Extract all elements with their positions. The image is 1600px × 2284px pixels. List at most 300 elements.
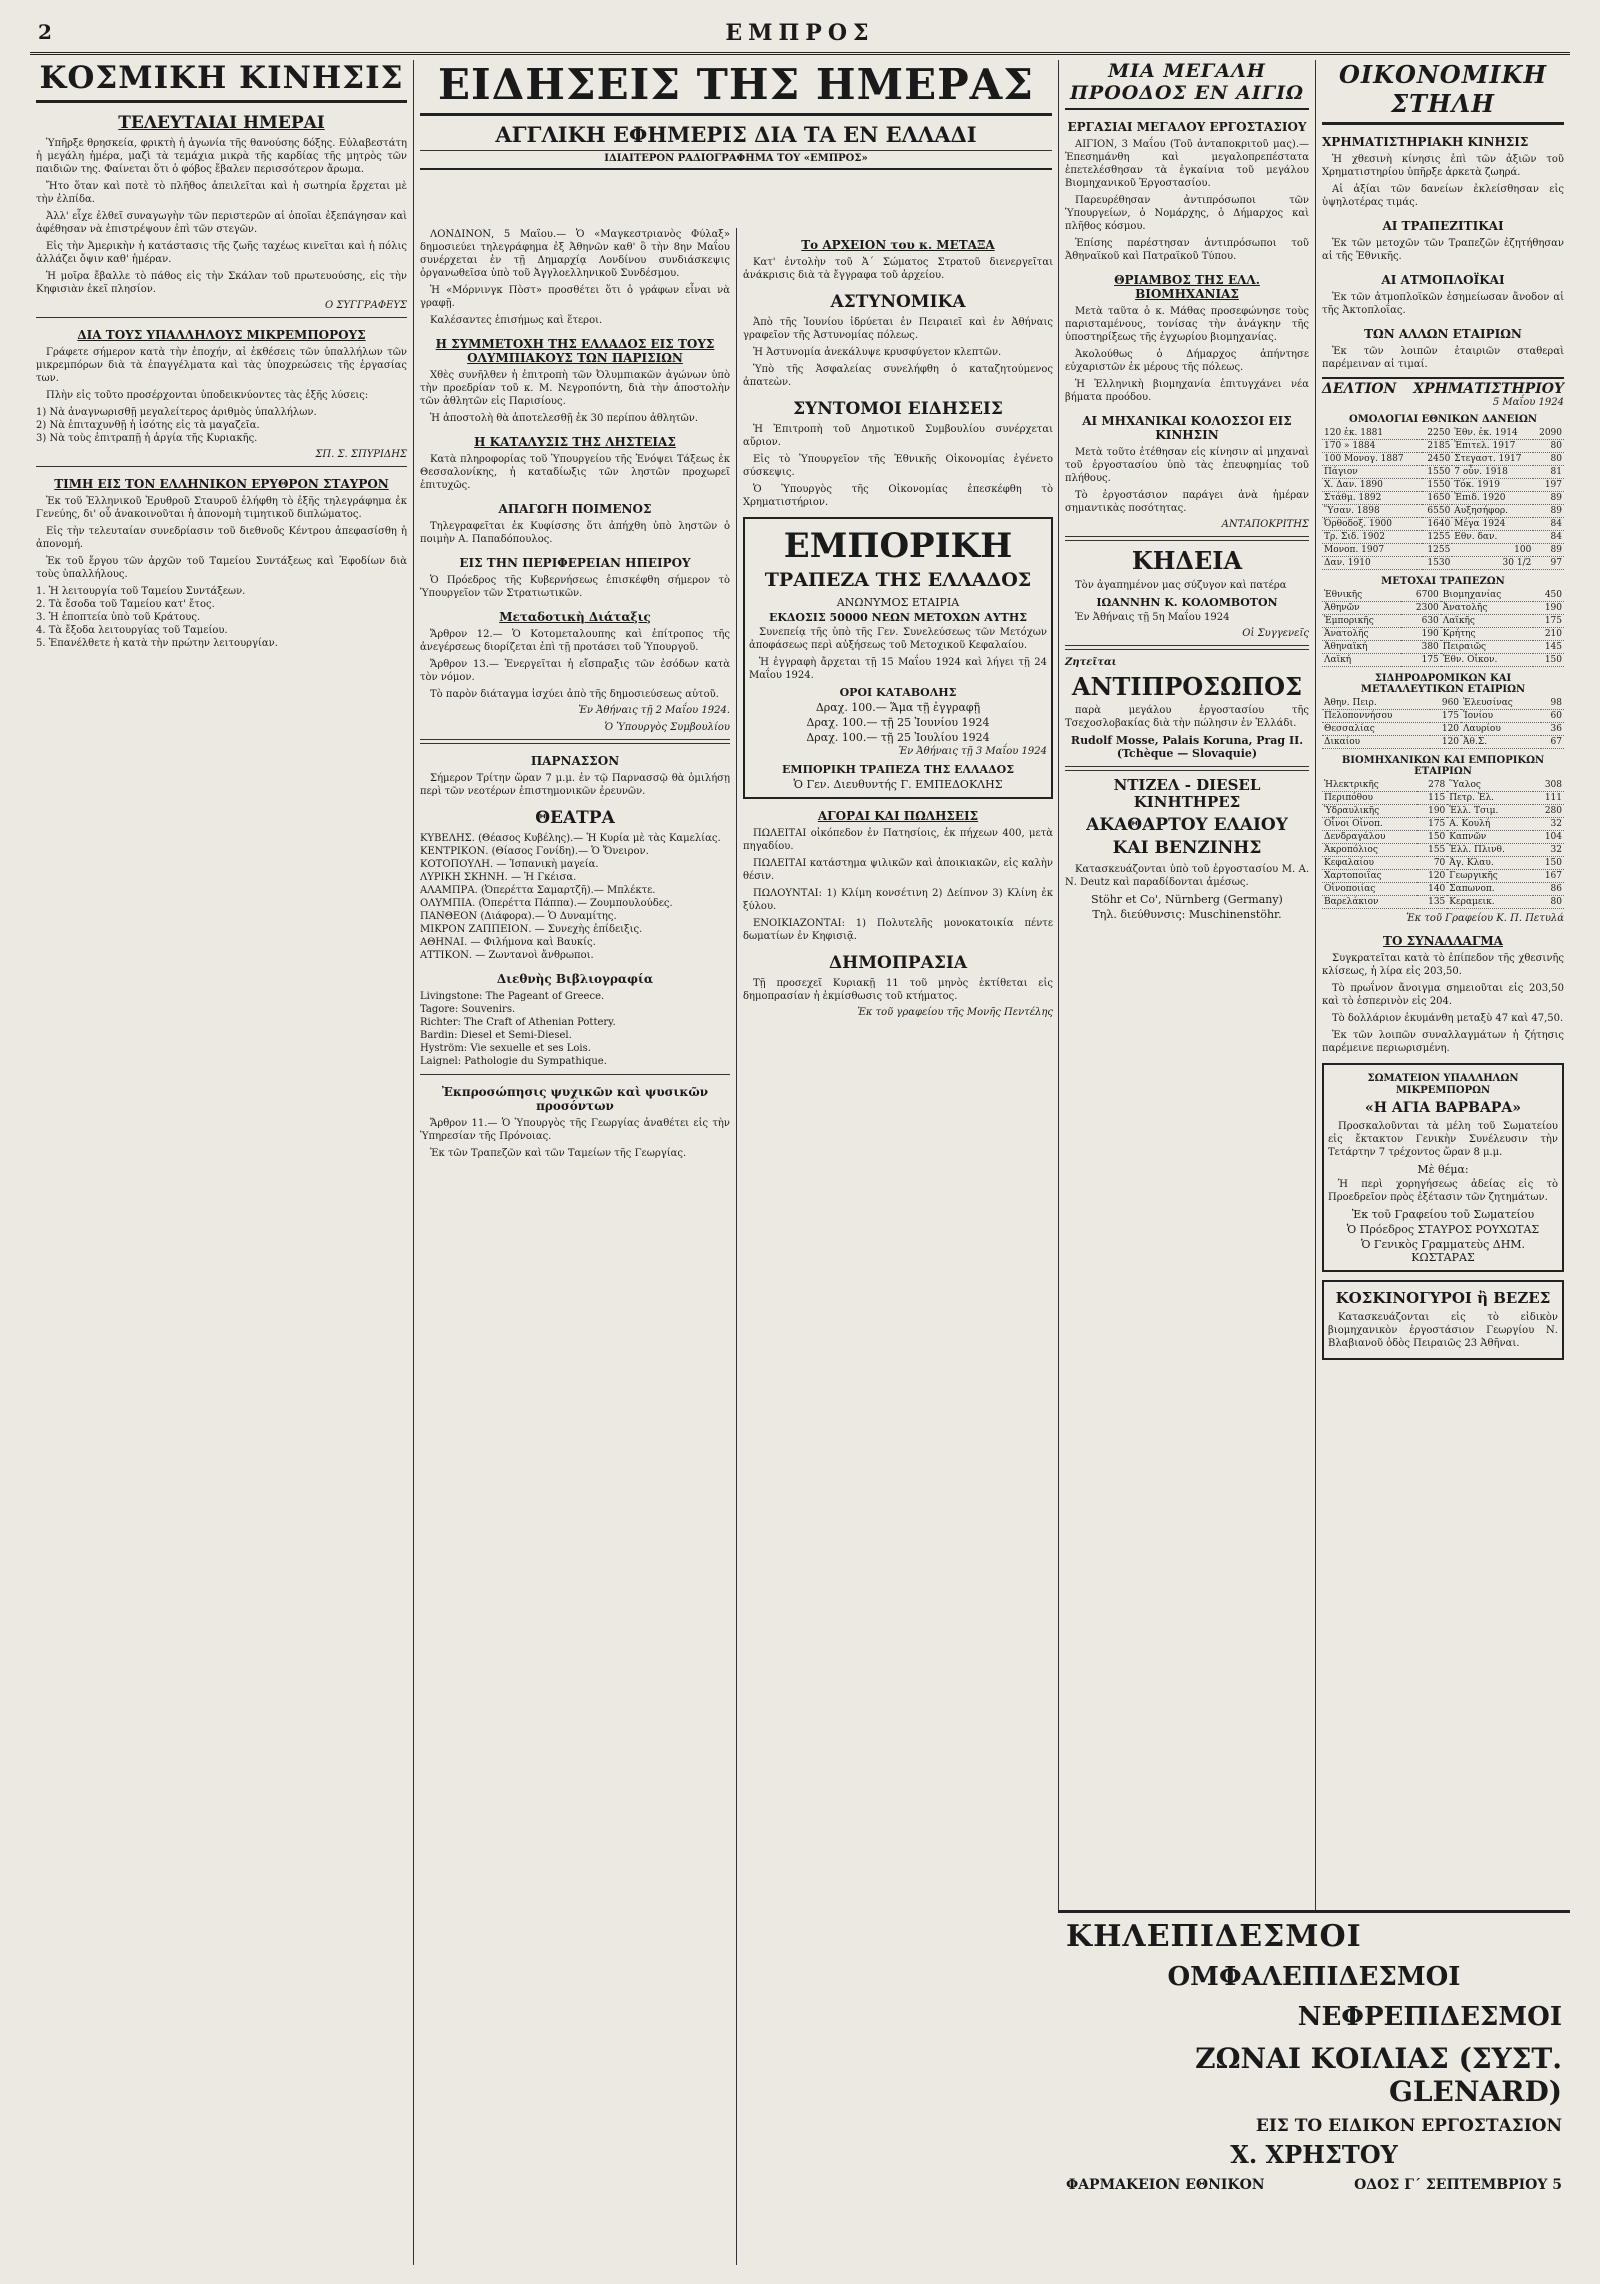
table-cell: 2185 [1422,440,1453,453]
divider [1065,645,1309,650]
table-cell: 190 [1401,628,1441,641]
column-society [30,60,413,2265]
table-cell: 175 [1417,818,1448,831]
table-cell: Α. Κουλή [1447,818,1533,831]
table-row [1322,505,1564,518]
paragraph: Ἡ περὶ χορηγήσεως ἀδείας εἰς τὸ Προεδρεῖον πρὸς ἐξέτασιν τῶν ζητημάτων. [1328,1179,1558,1204]
table-cell: Οἶνοι Οἰνοπ. [1322,818,1417,831]
signature: Ο ΣΥΓΓΡΑΦΕΥΣ [324,300,407,311]
paragraph: Τὸ παρὸν διάταγμα ἰσχύει ἀπὸ τῆς δημοσιεύσεως αὐτοῦ. [430,689,719,700]
signature: ΣΠ. Σ. ΣΠΥΡΙΔΗΣ [315,449,407,460]
paragraph: Ὑπὸ τῆς Ἀσφαλείας συνελήφθη ὁ καταζητούμενος ἀπατεὼν. [743,364,1053,388]
ad-line: ΖΩΝΑΙ ΚΟΙΛΙΑΣ (ΣΥΣΤ. GLENARD) [1195,2042,1562,2108]
paragraph: Κατασκευάζονται εἰς τὸ εἰδικὸν βιομηχανικὸν ἐργοστάσιον Γεωργίου Ν. Βλαβιανοῦ ὁδὸς Πειραιῶς 23 Ἀθῆναι. [1328,1312,1558,1350]
table-cell: Πάγιον [1322,466,1417,479]
table-row [1322,492,1564,505]
table-cell: 167 [1533,870,1564,883]
ad-label: Ζητεῖται [1065,656,1117,668]
table-cell: 97 [1533,557,1564,570]
table-row [1322,479,1564,492]
table-cell: 175 [1533,615,1564,628]
table-cell: Λαυρίου [1461,723,1541,736]
table-cell: Ἀνατολῆς [1322,628,1401,641]
ad-line: Ὁ Πρόεδρος ΣΤΑΥΡΟΣ ΡΟΥΧΩΤΑΣ [1346,1223,1540,1237]
paragraph: Τῇ προσεχεῖ Κυριακῇ 11 τοῦ μηνὸς ἐκτίθεται εἰς δημοπρασίαν ἡ ἐκμίσθωσις τοῦ κτήματος. [743,977,1053,1002]
table-cell: 1550 [1422,466,1453,479]
table-row [1322,531,1564,544]
ad-title: ΤΡΑΠΕΖΑ ΤΗΣ ΕΛΛΑΔΟΣ [764,569,1032,592]
table-row [1322,818,1564,831]
ad-title: ΣΩΜΑΤΕΙΟΝ ΥΠΑΛΛΗΛΩΝ ΜΙΚΡΕΜΠΟΡΩΝ [1367,1073,1519,1096]
signature: Ἐκ τοῦ Γραφείου Κ. Π. Πετυλά [1406,913,1564,924]
ad-address: Stöhr et Co', Nürnberg (Germany) [1091,892,1283,906]
article-subtitle: ΕΡΓΑΣΙΑΙ ΜΕΓΑΛΟΥ ΕΡΓΟΣΤΑΣΙΟΥ [1067,120,1307,134]
ad-line: Χ. ΧΡΗΣΤΟΥ [1230,2140,1398,2169]
article-title: Η ΚΑΤΑΛΥΣΙΣ ΤΗΣ ΛΗΣΤΕΙΑΣ [474,435,676,449]
table-cell: 30 1/2 [1452,557,1533,570]
signature: ΑΝΤΑΠΟΚΡΙΤΗΣ [1221,519,1309,530]
article-subtitle: ΑΠΑΓΩΓΗ ΠΟΙΜΕΝΟΣ [498,502,652,516]
article-subtitle: Ἐκπροσώπησις ψυχικῶν καὶ ψυσικῶν προσόντων [441,1085,709,1113]
ad-line: ΟΜΦΑΛΕΠΙΔΕΣΜΟΙ [1167,1962,1461,1992]
table-cell: Ὀρθοδοξ. 1900 [1322,518,1417,531]
paragraph: Τηλεγραφεῖται ἐκ Κυφίσσης ὅτι ἀπήχθη ὑπὸ ληστῶν ὁ ποιμὴν Α. Παπαδόπουλος. [420,521,730,545]
table-cell: 32 [1533,844,1564,857]
table-cell: 115 [1417,792,1448,805]
ad-title: ΕΜΠΟΡΙΚΗ [783,526,1013,566]
paragraph: ΛΟΝΔΙΝΟΝ, 5 Μαΐου.— Ὁ «Μαγκεστριανὸς Φύλαξ» δημοσιεύει τηλεγράφημα ἐξ Ἀθηνῶν καθ' ὃ τὴν 8ην Μαΐου συνέρχεται ἐν τῇ Δημαρχίᾳ Λονδίνου συνδιάσκεψις ὀργανωθεῖσα ὑπὸ τοῦ Ἀγγλοελληνικοῦ Συνδέσμου. [420,229,730,279]
table-cell: Ἐπιτελ. 1917 [1452,440,1533,453]
table-cell: 36 [1541,723,1564,736]
bulletin-title: ΧΡΗΜΑΤΙΣΤΗΡΙΟΥ [1413,381,1564,397]
table-cell: 1530 [1422,557,1453,570]
paragraph: Τὸ πρωΐνον ἄνοιγμα σημειοῦται εἰς 203,50 καὶ τὸ ἑσπερινὸν εἰς 204. [1322,983,1564,1007]
bulletin-header [1322,377,1564,397]
table-row [1322,602,1564,615]
list-item: ΚΥΒΕΛΗΣ. (Θέασος Κυβέλης).— Ἡ Κυρία μὲ τὰς Καμελίας. [420,833,721,844]
paragraph: Ἐκ τοῦ ἔργου τῶν ἀρχῶν τοῦ Ταμείου Συντάξεως καὶ Ἐφοδίων διὰ τοὺς ὑπαλλήλους. [36,556,407,580]
bank-shares-table [1322,589,1564,667]
table-cell: 280 [1533,805,1564,818]
article-title: ΤΕΛΕΥΤΑΙΑΙ ΗΜΕΡΑΙ [118,113,325,133]
table-cell: Ἀθ.Σ. [1461,736,1541,749]
paragraph: Ἐκ τῶν ἀτμοπλοϊκῶν ἐσημείωσαν ἄνοδον αἱ τῆς Ἀκτοπλοΐας. [1322,292,1564,316]
table-row [1322,589,1564,602]
paragraph: Εἰς τὸ Ὑπουργεῖον τῆς Ἐθνικῆς Οἰκονομίας ἐγένετο σύσκεψις. [743,454,1053,478]
table-row [1322,883,1564,896]
table-cell: Ἐθνικῆς [1322,589,1401,602]
paragraph: Μετὰ τοῦτο ἐτέθησαν εἰς κίνησιν αἱ μηχαναὶ τοῦ ἐργοστασίου ὑπὸ τὰς ἐπευφημίας τοῦ πλήθους. [1065,447,1309,484]
table-cell: 120 [1430,736,1462,749]
article-title: ΑΣΤΥΝΟΜΙΚΑ [830,292,966,312]
paragraph: Χθὲς συνῆλθεν ἡ ἐπιτροπὴ τῶν Ὀλυμπιακῶν ἀγώνων ὑπὸ τὴν προεδρίαν τοῦ κ. Μ. Νεγροπόντη, διὰ τὴν ἀποστολὴν τῶν ἀθλητῶν εἰς Παρισίους. [420,370,730,407]
paragraph: Κατασκευάζονται ὑπὸ τοῦ ἐργοστασίου Μ. Α. Ν. Deutz καὶ παραδίδονται ἀμέσως. [1065,863,1309,888]
paragraph: Ἀπὸ τῆς Ἰουνίου ἰδρύεται ἐν Πειραιεῖ καὶ ἐν Ἀθήναις γραφεῖον τῆς Ἀστυνομίας πόλεως. [743,317,1053,341]
table-row [1322,896,1564,909]
table-cell: 120 [1417,870,1448,883]
table-cell: 308 [1533,779,1564,792]
table-row [1322,844,1564,857]
table-cell: Ἐπιδ. 1920 [1452,492,1533,505]
paragraph: Ἐν Ἀθήναις τῇ 5η Μαΐου 1924 [1075,611,1230,623]
paragraph: Συγκρατεῖται κατὰ τὸ ἐπίπεδον τῆς χθεσινῆς κλίσεως, ἡ λίρα εἰς 203,50. [1322,953,1564,977]
table-cell: 67 [1541,736,1564,749]
table-cell: 1640 [1422,518,1453,531]
table-cell: Λαϊκή [1322,654,1401,667]
table-title: ΣΙΔΗΡΟΔΡΟΜΙΚΩΝ ΚΑΙ ΜΕΤΑΛΛΕΥΤΙΚΩΝ ΕΤΑΙΡΙΩΝ [1360,673,1526,695]
table-cell: 2250 [1422,427,1453,440]
news-subcolumn-right [736,228,1058,2265]
paragraph: Ἀκολούθως ὁ Δήμαρχος ἀπήντησε εὐχαριστῶν ἐκ μέρους τῆς πόλεως. [1065,349,1309,373]
table-cell: 6700 [1401,589,1441,602]
article-title: Το ΑΡΧΕΙΟΝ του κ. ΜΕΤΑΞΑ [801,238,995,252]
bonds-table [1322,427,1564,570]
table-cell: 84 [1533,531,1564,544]
dateline: ΙΔΙΑΙΤΕΡΟΝ ΡΑΔΙΟΓΡΑΦΗΜΑ ΤΟΥ «ΕΜΠΡΟΣ» [420,151,1052,170]
ad-title: ΚΟΣΚΙΝΟΓΥΡΟΙ ἢ ΒΕΖΕΣ [1335,1289,1551,1308]
list-item: 1) Νὰ ἀναγνωρισθῇ μεγαλείτερος ἀριθμὸς ὑπαλλήλων. [36,407,317,418]
article-title: Η ΣΥΜΜΕΤΟΧΗ ΤΗΣ ΕΛΛΑΔΟΣ ΕΙΣ ΤΟΥΣ ΟΛΥΜΠΙΑΚΟΥΣ ΤΩΝ ΠΑΡΙΣΙΩΝ [435,337,715,365]
orthopedic-advertisement [1058,1910,1570,2265]
list-item: ΑΤΤΙΚΟΝ. — Ζωντανοὶ ἄνθρωποι. [420,950,594,961]
table-cell: 100 [1452,544,1533,557]
section-header-aigio: ΜΙΑ ΜΕΓΑΛΗ ΠΡΟΟΔΟΣ ΕΝ ΑΙΓΙΩ [1065,60,1309,110]
signature: Ὁ Γεν. Διευθυντής Γ. ΕΜΠΕΔΟΚΛΗΣ [793,777,1003,791]
ad-line: ΟΔΟΣ Γ΄ ΣΕΠΤΕΜΒΡΙΟΥ 5 [1354,2177,1562,2193]
article-subtitle: ΧΡΗΜΑΤΙΣΤΗΡΙΑΚΗ ΚΙΝΗΣΙΣ [1322,135,1529,149]
table-cell: 89 [1533,544,1564,557]
paragraph: Μετὰ ταῦτα ὁ κ. Μάθας προσεφώνησε τοὺς παρισταμένους, τονίσας τὴν ἀνάγκην τῆς ὑποστηρίξεως τῆς ἐγχωρίου βιομηχανίας. [1065,306,1309,343]
list-item: 2) Νὰ ἐπιταχυνθῇ ἡ ἰσότης εἰς τὰ μαγαζεῖα. [36,420,260,431]
table-cell: 175 [1401,654,1441,667]
table-cell: Στάθμ. 1892 [1322,492,1417,505]
section-header-economy: ΟΙΚΟΝΟΜΙΚΗ ΣΤΗΛΗ [1322,60,1564,125]
table-cell: 84 [1533,518,1564,531]
article-title: ΔΙΑ ΤΟΥΣ ΥΠΑΛΛΗΛΟΥΣ ΜΙΚΡΕΜΠΟΡΟΥΣ [77,328,366,342]
paragraph: Ἐπίσης παρέστησαν ἀντιπρόσωποι τοῦ Ἀθηναϊκοῦ καὶ Πατραϊκοῦ Τύπου. [1065,238,1309,262]
table-row [1322,641,1564,654]
news-subcolumn-left [414,228,736,2265]
paragraph: Εἰς τὴν τελευταίαν συνεδρίασιν τοῦ διεθνοῦς Κέντρου ἀπεφασίσθη ἡ ἀπονομή. [36,526,407,550]
bank-advertisement [743,517,1053,799]
table-cell: Τρ. Σιδ. 1902 [1322,531,1417,544]
table-cell: Ὕαλος [1447,779,1533,792]
table-cell: Πειραιῶς [1441,641,1533,654]
list-item: 4. Τὰ ἔξοδα λειτουργίας τοῦ Ταμείου. [36,625,228,636]
table-cell: 1650 [1422,492,1453,505]
table-cell: Κρήτης [1441,628,1533,641]
table-cell: 2300 [1401,602,1441,615]
table-row [1322,857,1564,870]
article-subtitle: ΑΙ ΤΡΑΠΕΖΙΤΙΚΑΙ [1382,219,1504,233]
table-cell: 960 [1430,697,1462,710]
article-title: ΠΑΡΝΑΣΣΟΝ [530,754,620,768]
table-cell: 380 [1401,641,1441,654]
table-cell: 175 [1430,710,1462,723]
list-item: ΜΙΚΡΟΝ ΖΑΠΠΕΙΟΝ. — Συνεχὴς ἐπίδειξις. [420,924,643,935]
table-cell: 197 [1533,479,1564,492]
table-row [1322,736,1564,749]
sieves-advertisement [1322,1280,1564,1360]
table-row [1322,792,1564,805]
theatre-list [420,832,730,962]
table-cell: 150 [1533,654,1564,667]
ad-subtitle: ΟΡΟΙ ΚΑΤΑΒΟΛΗΣ [839,685,957,699]
signature: ΕΜΠΟΡΙΚΗ ΤΡΑΠΕΖΑ ΤΗΣ ΕΛΛΑΔΟΣ [782,762,1014,776]
paragraph: Ὁ Ὑπουργὸς τῆς Οἰκονομίας ἐπεσκέφθη τὸ Χρηματιστήριον. [743,484,1053,508]
paragraph: Ἡ Ἀστυνομία ἀνεκάλυψε κρυσφύγετον κλεπτῶν. [753,347,1002,358]
bulletin-date: 5 Μαΐου 1924 [1492,397,1564,408]
table-cell: Ἐθν. ἑκ. 1914 [1452,427,1533,440]
ad-title: ΑΝΤΙΠΡΟΣΩΠΟΣ [1071,671,1303,701]
table-cell: Γεωργικῆς [1447,870,1533,883]
table-cell: Χ. Δαν. 1890 [1322,479,1417,492]
list-item: ΑΘΗΝΑΙ. — Φιλήμονα καὶ Βαυκίς. [420,937,596,948]
signature: Ἐν Ἀθήναις τῇ 3 Μαΐου 1924 [898,745,1047,757]
table-cell: 150 [1533,857,1564,870]
divider [36,466,407,467]
table-cell: 104 [1533,831,1564,844]
ad-subtitle: ΑΝΩΝΥΜΟΣ ΕΤΑΙΡΙΑ [836,595,960,609]
table-row [1322,453,1564,466]
paragraph: Κατὰ πληροφορίας τοῦ Ὑπουργείου τῆς Ἐνόψει Τάξεως ἐκ Θεσσαλονίκης, ἡ καταδίωξις τῶν ληστῶν προχωρεῖ ἐπιτυχῶς. [420,454,730,491]
paragraph: Καλέσαντες ἐπισήμως καὶ ἕτεροι. [430,315,603,326]
table-cell: 60 [1541,710,1564,723]
table-cell: Δενδραγάλου [1322,831,1417,844]
table-cell: 145 [1533,641,1564,654]
table-cell: 190 [1533,602,1564,615]
table-cell: Ὑδραυλικῆς [1322,805,1417,818]
article-subtitle: ΘΡΙΑΜΒΟΣ ΤΗΣ ΕΛΛ. ΒΙΟΜΗΧΑΝΙΑΣ [1114,273,1260,301]
list-item: ΟΛΥΜΠΙΑ. (Ὀπερέττα Πάππα).— Ζουμπουλούδες. [420,898,673,909]
table-cell: 210 [1533,628,1564,641]
table-cell: 86 [1533,883,1564,896]
table-cell: 111 [1533,792,1564,805]
ad-title: «Η ΑΓΙΑ ΒΑΡΒΑΡΑ» [1365,1100,1521,1116]
ad-subtitle: ΕΚΔΟΣΙΣ 50000 ΝΕΩΝ ΜΕΤΟΧΩΝ ΑΥΤΗΣ [768,610,1028,624]
table-cell: Τόκ. 1919 [1452,479,1533,492]
table-row [1322,805,1564,818]
list-item: ΚΕΝΤΡΙΚΟΝ. (Θίασος Γονίδη).— Ὁ Ὄνειρον. [420,846,649,857]
article-subtitle: ΕΙΣ ΤΗΝ ΠΕΡΙΦΕΡΕΙΑΝ ΗΠΕΙΡΟΥ [459,556,691,570]
table-cell: 190 [1417,805,1448,818]
paragraph: Τὸ δολλάριον ἐκυμάνθη μεταξὺ 47 καὶ 47,50. [1332,1013,1564,1024]
paragraph: Ἡ ἐγγραφὴ ἄρχεται τῇ 15 Μαΐου 1924 καὶ λήγει τῇ 24 Μαΐου 1924. [749,656,1047,681]
table-cell: Σαπωνοπ. [1447,883,1533,896]
ad-address: Rudolf Mosse, Palais Koruna, Prag II. (Tchèque — Slovaquie) [1070,734,1304,761]
article-subtitle: ΑΙ ΜΗΧΑΝΙΚΑΙ ΚΟΛΟΣΣΟΙ ΕΙΣ ΚΙΝΗΣΙΝ [1082,414,1292,442]
deceased-name: ΙΩΑΝΝΗΝ Κ. ΚΟΛΟΜΒΟΤΟΝ [1096,595,1278,609]
paragraph: Τὸν ἀγαπημένον μας σύζυγον καὶ πατέρα [1075,579,1287,591]
ad-title: ΑΚΑΘΑΡΤΟΥ ΕΛΑΙΟΥ [1086,814,1288,835]
table-cell: 140 [1417,883,1448,896]
table-cell: Χαρτοποιΐας [1322,870,1417,883]
table-cell: Ἑλλ. Πλινθ. [1447,844,1533,857]
ad-title: ΝΤΙΖΕΛ - DIESEL ΚΙΝΗΤΗΡΕΣ [1113,776,1261,812]
table-cell: 32 [1533,818,1564,831]
ad-line: ΚΗΛΕΠΙΔΕΣΜΟΙ [1066,1919,1362,1954]
industry-shares-table [1322,779,1564,909]
paragraph: Αἱ ἀξίαι τῶν δανείων ἐκλείσθησαν εἰς ὑψηλοτέρας τιμάς. [1322,184,1564,208]
list-item: Laignel: Pathologie du Sympathique. [420,1056,607,1067]
article-subtitle: ΤΟ ΣΥΝΑΛΛΑΓΜΑ [1383,934,1503,948]
ad-line: Δραχ. 100.— τῇ 25 Ἰουνίου 1924 [806,715,990,729]
paragraph: Ἀλλ' εἶχε ἐλθεῖ συναγωγὴν τῶν περιστερῶν αἱ ὁποῖαι ἐξεπάγησαν καὶ ἀφέθησαν νὰ ἐπιστρέψουν ἐπὶ τῶν στεγῶν. [36,211,407,235]
table-cell: Κεραμεικ. [1447,896,1533,909]
paragraph: Ἡ «Μόρνινγκ Πὸστ» προσθέτει ὅτι ὁ γράφων εἶναι νὰ γραφῇ. [420,285,730,309]
page-number: 2 [38,20,52,44]
table-cell: Μέγα 1924 [1452,518,1533,531]
table-row [1322,544,1564,557]
news-subheader: ΑΓΓΛΙΚΗ ΕΦΗΜΕΡΙΣ ΔΙΑ ΤΑ ΕΝ ΕΛΛΑΔΙ [420,122,1052,151]
funeral-title: ΚΗΔΕΙΑ [1131,546,1243,575]
table-cell: Ἀθηνῶν [1322,602,1401,615]
section-header-news: ΕΙΔΗΣΕΙΣ ΤΗΣ ΗΜΕΡΑΣ [420,60,1052,116]
list-item: Tagore: Souvenirs. [420,1004,516,1015]
table-cell: 135 [1417,896,1448,909]
paragraph: Ἡ χθεσινὴ κίνησις ἐπὶ τῶν ἀξιῶν τοῦ Χρηματιστηρίου ὑπῆρξε ἀρκετὰ ζωηρά. [1322,154,1564,178]
ad-line: Δραχ. 100.— Ἅμα τῇ ἐγγραφῇ [815,700,981,714]
paragraph: Ἄρθρον 11.— Ὁ Ὑπουργὸς τῆς Γεωργίας ἀναθέτει εἰς τὴν Ὑπηρεσίαν τῆς Πρόνοιας. [420,1118,730,1142]
list-item: 5. Ἐπανέλθετε ἡ κατὰ τὴν πρώτην λειτουργίαν. [36,638,278,649]
ad-title: ΚΑΙ ΒΕΝΖΙΝΗΣ [1112,838,1262,859]
table-cell: 80 [1533,453,1564,466]
masthead [30,16,1570,55]
paragraph: Ἐκ τῶν μετοχῶν τῶν Τραπεζῶν ἐζητήθησαν αἱ τῆς Ἐθνικῆς. [1322,238,1564,262]
table-row [1322,723,1564,736]
list-item: Richter: The Craft of Athenian Pottery. [420,1017,616,1028]
article-subtitle: ΤΩΝ ΑΛΛΩΝ ΕΤΑΙΡΙΩΝ [1364,327,1522,341]
table-row [1322,557,1564,570]
table-cell: 81 [1533,466,1564,479]
paragraph: Εἰς τὴν Ἀμερικὴν ἡ κατάστασις τῆς ζωῆς ταχέως κινεῖται καὶ ἡ πόλις ἀλλάζει ὄψιν καθ' ἡμέραν. [36,241,407,265]
ad-line: ΕΙΣ ΤΟ ΕΙΔΙΚΟΝ ΕΡΓΟΣΤΑΣΙΟΝ [1255,2116,1562,2136]
paragraph: Ἄρθρον 13.— Ἐνεργεῖται ἡ εἴσπραξις τῶν ἐσόδων κατὰ τὸν νόμον. [420,659,730,683]
paragraph: Ἡ ἀποστολὴ θὰ ἀποτελεσθῇ ἐκ 30 περίπου ἀθλητῶν. [430,413,699,424]
table-cell: 89 [1533,505,1564,518]
ad-line: Μὲ θέμα: [1417,1163,1469,1177]
paragraph: Ἄρθρον 12.— Ὁ Κοτομεταλουπης καὶ ἐπίτροπος τῆς ἀνεγέρσεως διορίζεται ἐπὶ τῇ προτάσει τοῦ Ὑπουργοῦ. [420,629,730,653]
table-cell: 80 [1533,896,1564,909]
list-item: 2. Τὰ ἔσοδα τοῦ Ταμείου κατ' ἔτος. [36,599,215,610]
paragraph: Ἐκ τῶν λοιπῶν συναλλαγμάτων ἡ ζήτησις παρέμεινε περιωρισμένη. [1322,1030,1564,1054]
signature: Οἱ Συγγενεῖς [1242,627,1309,639]
article-subtitle: Μεταδοτικὴ Διάταξις [499,610,651,624]
table-cell: Ἑλλ. Τσιμ. [1447,805,1533,818]
table-cell: 98 [1541,697,1564,710]
table-cell: Βαρελάκιον [1322,896,1417,909]
signature: Ὁ Ὑπουργὸς Συμβουλίου [604,722,730,733]
paper-name: ΕΜΠΡΟΣ [725,20,875,46]
table-row [1322,615,1564,628]
table-cell: Ἰονίου [1461,710,1541,723]
paragraph: Ὑπῆρξε θρησκεία, φρικτὴ ἡ ἀγωνία τῆς θανούσης δόξης. Εὐλαβεστάτη ἡ μεγάλη ἡμέρα, μαζὶ τὰ τεμάχια μικρὰ τῆς καρδίας τῆς μητρὸς τῶν παιδιῶν της. Φαίνεται ὅτι ὁ φόβος ἔβαλεν περισσότερον ἄρωμα. [36,138,407,175]
table-cell: Πετρ. Ἐλ. [1447,792,1533,805]
table-cell: 100 Μονογ. 1887 [1322,453,1417,466]
article-title: ΔΗΜΟΠΡΑΣΙΑ [828,952,968,973]
table-cell: Θεσσαλίας [1322,723,1430,736]
table-cell: Μονοπ. 1907 [1322,544,1417,557]
list-item: 3) Νὰ τοὺς ἐπιτραπῇ ἡ ἀργία τῆς Κυριακῆς. [36,433,258,444]
list-item: ΠΑΝΘΕΟΝ (Διάφορα).— Ὁ Δυναμίτης. [420,911,617,922]
table-cell: Ἀθηναϊκή [1322,641,1401,654]
table-cell: Στεγαστ. 1917 [1452,453,1533,466]
table-title: ΒΙΟΜΗΧΑΝΙΚΩΝ ΚΑΙ ΕΜΠΟΡΙΚΩΝ ΕΤΑΙΡΙΩΝ [1341,755,1545,777]
ad-footer [1066,2177,1562,2193]
table-cell: 150 [1417,831,1448,844]
article-title: ΤΙΜΗ ΕΙΣ ΤΟΝ ΕΛΛΗΝΙΚΟΝ ΕΡΥΘΡΟΝ ΣΤΑΥΡΟΝ [54,477,389,491]
table-cell: 630 [1401,615,1441,628]
paragraph: Ἐκ τοῦ Ἑλληνικοῦ Ἐρυθροῦ Σταυροῦ ἐλήφθη τὸ ἐξῆς τηλεγράφημα ἐκ Γενεύης, δι' οὗ ἀνακοινοῦται ἡ ἀπονομὴ τιμητικοῦ διπλώματος. [36,496,407,520]
table-cell: Ἠλεκτρικῆς [1322,779,1417,792]
list [36,406,407,445]
table-cell: Δαν. 1910 [1322,557,1417,570]
table-cell: Περιπόθου [1322,792,1417,805]
list [36,585,407,650]
article-title: ΑΓΟΡΑΙ ΚΑΙ ΠΩΛΗΣΕΙΣ [817,808,979,823]
ad-line: Ὁ Γενικὸς Γραμματεὺς ΔΗΜ. ΚΩΣΤΑΡΑΣ [1360,1238,1526,1265]
table-cell: Κεφαλαίου [1322,857,1417,870]
classified-ad: ΠΩΛΕΙΤΑΙ οἰκόπεδον ἐν Πατησίοις, ἐκ πήχεων 400, μετὰ πηγαδίου. [743,827,1053,852]
association-notice [1322,1063,1564,1272]
ad-address: Τηλ. διεύθυνσις: Muschinenstöhr. [1092,907,1282,921]
paragraph: Πλὴν εἰς τοῦτο προσέρχονται ὑποδεικνύοντες τὰς ἐξῆς λύσεις: [46,390,369,401]
signature: Ἐν Ἀθήναις τῇ 2 Μαΐου 1924. [578,705,730,716]
table-cell: 2450 [1422,453,1453,466]
list-item: Hyström: Vie sexuelle et ses Lois. [420,1043,591,1054]
table-title: ΟΜΟΛΟΓΙΑΙ ΕΘΝΙΚΩΝ ΔΑΝΕΙΩΝ [1348,414,1538,425]
paragraph: Ἐκ τῶν λοιπῶν ἐταιριῶν σταθεραὶ παρέμειναν αἱ τιμαί. [1322,346,1564,370]
list-item: 1. Ἡ λειτουργία τοῦ Ταμείου Συντάξεων. [36,586,246,597]
table-cell: Ἀκροπόλιος [1322,844,1417,857]
table-cell: 80 [1533,440,1564,453]
table-cell: Ἀθην. Πειρ. [1322,697,1430,710]
bibliography-list [420,990,730,1068]
table-cell: Ἐλευσίνας [1461,697,1541,710]
table-cell: Ὕσαν. 1898 [1322,505,1417,518]
table-row [1322,779,1564,792]
list-item: ΚΟΤΟΠΟΥΛΗ. — Ἰσπανικὴ μαγεία. [420,859,599,870]
table-row [1322,654,1564,667]
list-item: ΛΥΡΙΚΗ ΣΚΗΝΗ. — Ἡ Γκέισα. [420,872,577,883]
table-cell: 89 [1533,492,1564,505]
table-row [1322,870,1564,883]
divider [1065,766,1309,771]
table-cell: 7 οὖν. 1918 [1452,466,1533,479]
table-cell: Δικαίου [1322,736,1430,749]
table-cell: Οἰνοποιίας [1322,883,1417,896]
paragraph: Ἤτο ὅταν καὶ ποτὲ τὸ πλῆθος ἀπειλεῖται καὶ ἡ σωτηρία ἔρχεται μὲ τὴν ἐλπίδα. [36,181,407,205]
paragraph: Ἡ Ἐπιτροπὴ τοῦ Δημοτικοῦ Συμβουλίου συνέρχεται αὔριον. [743,424,1053,448]
bulletin-label: ΔΕΛΤΙΟΝ [1322,381,1397,397]
table-cell: Εθν. δαν. [1452,531,1533,544]
paragraph: Συνεπείᾳ τῆς ὑπὸ τῆς Γεν. Συνελεύσεως τῶν Μετόχων ἀποφάσεως περὶ αὐξήσεως τοῦ Μετοχικοῦ Κεφαλαίου. [749,626,1047,651]
classified-ad: ΠΩΛΟΥΝΤΑΙ: 1) Κλίμη κονσέτινη 2) Δείπνον 3) Κλίνη ἐκ ξύλου. [743,887,1053,912]
column-news [413,60,1058,2265]
paragraph: Κατ' ἐντολὴν τοῦ Ἀ΄ Σώματος Στρατοῦ διενεργεῖται ἀνάκρισις διὰ τὰ ἔγγραφα τοῦ ἀρχείου. [743,257,1053,281]
table-cell: 70 [1417,857,1448,870]
table-cell: Λαϊκῆς [1441,615,1533,628]
paragraph: ΑΙΓΙΟΝ, 3 Μαΐου (Τοῦ ἀνταποκριτοῦ μας).— Ἐπεσημάνθη καὶ μεγαλοπρεπέστατα ἐπετελέσθησαν τὰ ἐγκαίνια τοῦ μεγάλου Βιομηχανικοῦ Ἐργοστασίου. [1065,139,1309,189]
table-cell: 155 [1417,844,1448,857]
table-cell: 278 [1417,779,1448,792]
divider [420,739,730,744]
paragraph: Τὸ ἐργοστάσιον παράγει ἀνὰ ἡμέραν σημαντικὰς ποσότητας. [1065,490,1309,514]
table-cell: 1255 [1422,531,1453,544]
list-item: ΑΛΑΜΠΡΑ. (Ὀπερέττα Σαμαρτζῆ).— Μπλέκτε. [420,885,656,896]
paragraph: Προσκαλοῦνται τὰ μέλη τοῦ Σωματείου εἰς ἔκτακτον Γενικὴν Συνέλευσιν τὴν Τετάρτην 7 τρέχοντος ὥραν 8 μ.μ. [1328,1121,1558,1159]
table-cell: Ἀγ. Κλαυ. [1447,857,1533,870]
